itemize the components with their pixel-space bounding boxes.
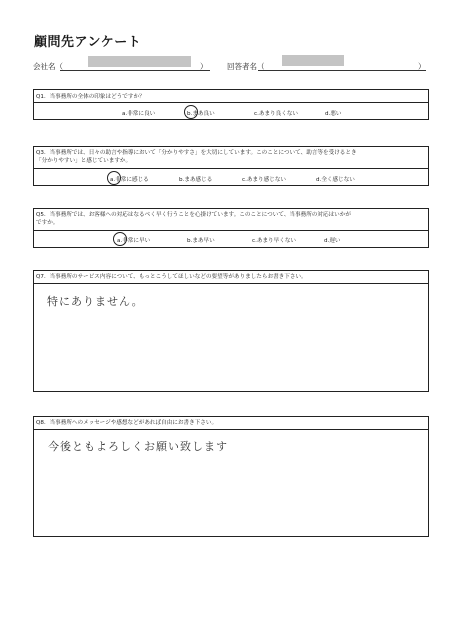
q3-option-d[interactable]: d.全く感じない [316, 177, 355, 183]
q5-option-c[interactable]: c.あまり早くない [252, 238, 297, 244]
company-redaction [88, 56, 191, 67]
respondent-redaction [282, 55, 344, 66]
q7-divider [34, 283, 428, 284]
q7-question: Q7．当事務所のサービス内容について、もっとこうしてほしいなどの要望等がありましたらお書き下さい。 [36, 274, 307, 280]
q8-box [33, 416, 429, 537]
company-underline [60, 70, 210, 71]
q1-option-d[interactable]: d.悪い [325, 111, 342, 117]
q1-box [33, 89, 429, 120]
q1-question: Q1．当事務所の全体の印象はどうですか？ [36, 94, 145, 100]
q5-divider [34, 230, 428, 231]
q1-option-c[interactable]: c.あまり良くない [254, 111, 299, 117]
q3-option-c[interactable]: c.あまり感じない [242, 177, 287, 183]
q5-option-b[interactable]: b.まあ早い [187, 238, 215, 244]
q3-question-line1: Q3．当事務所では、日々の助言や指導において「分かりやすさ」を大切にしています。このことについて、助言等を受けるとき [36, 150, 357, 156]
q8-answer[interactable]: 今後ともよろしくお願い致します [48, 440, 228, 453]
q1-divider [34, 102, 428, 103]
q1-option-b[interactable]: b.まあ良い [187, 111, 215, 117]
respondent-label: 回答者名（ [227, 62, 265, 71]
q3-option-b[interactable]: b.まあ感じる [179, 177, 213, 183]
company-close: ） [200, 62, 208, 71]
q7-box [33, 270, 429, 392]
respondent-underline [258, 70, 426, 71]
q3-box [33, 146, 429, 186]
q3-option-a[interactable]: a.非常に感じる [110, 177, 149, 183]
page-title: 顧問先アンケート [34, 35, 142, 50]
q8-question: Q8．当事務所へのメッセージや感想などがあれば自由にお書き下さい。 [36, 420, 218, 426]
q5-question-line2: ですか。 [36, 220, 59, 226]
respondent-close: ） [418, 62, 426, 71]
q1-option-a[interactable]: a.非常に良い [122, 111, 156, 117]
q5-option-d[interactable]: d.遅い [324, 238, 341, 244]
q5-option-a[interactable]: a.非常に早い [117, 238, 151, 244]
company-label: 会社名（ [33, 62, 63, 71]
q3-divider [34, 168, 428, 169]
q7-answer[interactable]: 特にありません。 [47, 295, 144, 308]
q3-question-line2: 「分かりやすい」と感じていますか。 [36, 158, 132, 164]
q5-question-line1: Q5．当事務所では、お客様への対応はなるべく早く行うことを心掛けています。このことについて、当事務所の対応はいかが [36, 212, 351, 218]
q8-divider [34, 429, 428, 430]
q5-box [33, 208, 429, 248]
